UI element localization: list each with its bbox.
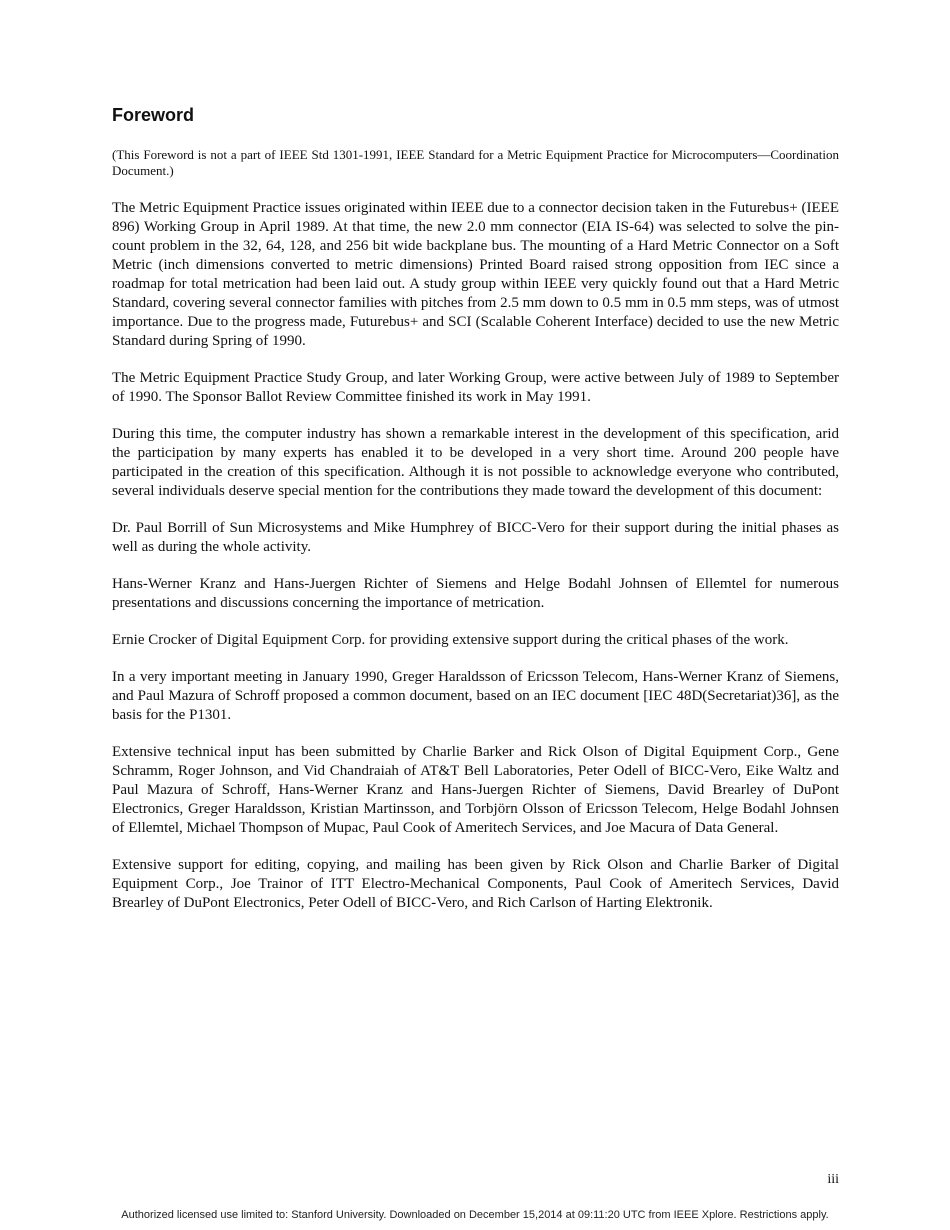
paragraph-timeline: The Metric Equipment Practice Study Group, and later Working Group, were active between July of 1989 to September of 1990. The Sponsor Ballot Review Committee finished its work in May 1991. xyxy=(112,370,839,405)
paragraph-participation: During this time, the computer industry has shown a remarkable interest in the development of this specification, arid the participation by many experts has enabled it to be developed in a very short time. Around 200 people have participated in the creation of this specification. Although it is not possible to acknowledge everyone who contributed, several individuals deserve special mention for the contributions they made toward the development of this document: xyxy=(112,426,839,499)
paragraph-crocker: Ernie Crocker of Digital Equipment Corp. for providing extensive support during the critical phases of the work. xyxy=(112,632,789,648)
page-number: iii xyxy=(827,1172,839,1187)
paragraph-kranz-richter: Hans-Werner Kranz and Hans-Juergen Richter of Siemens and Helge Bodahl Johnsen of Ellemtel for numerous presentations and discussions concerning the importance of metrication. xyxy=(112,576,839,611)
page-title: Foreword xyxy=(112,105,195,125)
license-footer: Authorized licensed use limited to: Stanford University. Downloaded on December 15,2014 at 09:11:20 UTC from IEEE Xplore. Restrictions apply. xyxy=(121,1209,829,1221)
paragraph-editing-support: Extensive support for editing, copying, and mailing has been given by Rick Olson and Charlie Barker of Digital Equipment Corp., Joe Trainor of ITT Electro-Mechanical Components, Paul Cook of Ameritech Services, David Brearley of DuPont Electronics, Peter Odell of BICC-Vero, and Rich Carlson of Harting Elektronik. xyxy=(112,857,839,911)
paragraph-borrill-humphrey: Dr. Paul Borrill of Sun Microsystems and Mike Humphrey of BICC-Vero for their support during the initial phases as well as during the whole activity. xyxy=(112,520,839,555)
paragraph-meeting: In a very important meeting in January 1990, Greger Haraldsson of Ericsson Telecom, Hans-Werner Kranz of Siemens, and Paul Mazura of Schroff proposed a common document, based on an IEC document [IEC 48D(Secretariat)36], as the basis for the P1301. xyxy=(112,669,839,723)
foreword-note: (This Foreword is not a part of IEEE Std 1301-1991, IEEE Standard for a Metric Equipment Practice for Microcomputers—Coordination Document.) xyxy=(112,147,839,178)
document-body xyxy=(112,103,839,931)
paragraph-technical-input: Extensive technical input has been submitted by Charlie Barker and Rick Olson of Digital Equipment Corp., Gene Schramm, Roger Johnson, and Vid Chandraiah of AT&T Bell Laboratories, Peter Odell of BICC-Vero, Eike Waltz and Paul Mazura of Schroff, Hans-Werner Kranz and Hans-Juergen Richter of Siemens, David Brearley of DuPont Electronics, Greger Haraldsson, Kristian Martinsson, and Torbjörn Olsson of Ericsson Telecom, Helge Bodahl Johnsen of Ellemtel, Michael Thompson of Mupac, Paul Cook of Ameritech Services, and Joe Macura of Data General. xyxy=(112,744,839,836)
paragraph-origins: The Metric Equipment Practice issues originated within IEEE due to a connector decision taken in the Futurebus+ (IEEE 896) Working Group in April 1989. At that time, the new 2.0 mm connector (EIA IS-64) was selected to solve the pin-count problem in the 32, 64, 128, and 256 bit wide backplane bus. The mounting of a Hard Metric Connector on a Soft Metric (inch dimensions converted to metric dimensions) Printed Board raised strong opposition from IEC since a roadmap for total metrication had been laid out. A study group within IEEE very quickly found out that a Hard Metric Standard, covering several connector families with pitches from 2.5 mm down to 0.5 mm in 0.5 mm steps, was of utmost importance. Due to the progress made, Futurebus+ and SCI (Scalable Coherent Interface) decided to use the new Metric Standard during Spring of 1990. xyxy=(112,200,839,349)
